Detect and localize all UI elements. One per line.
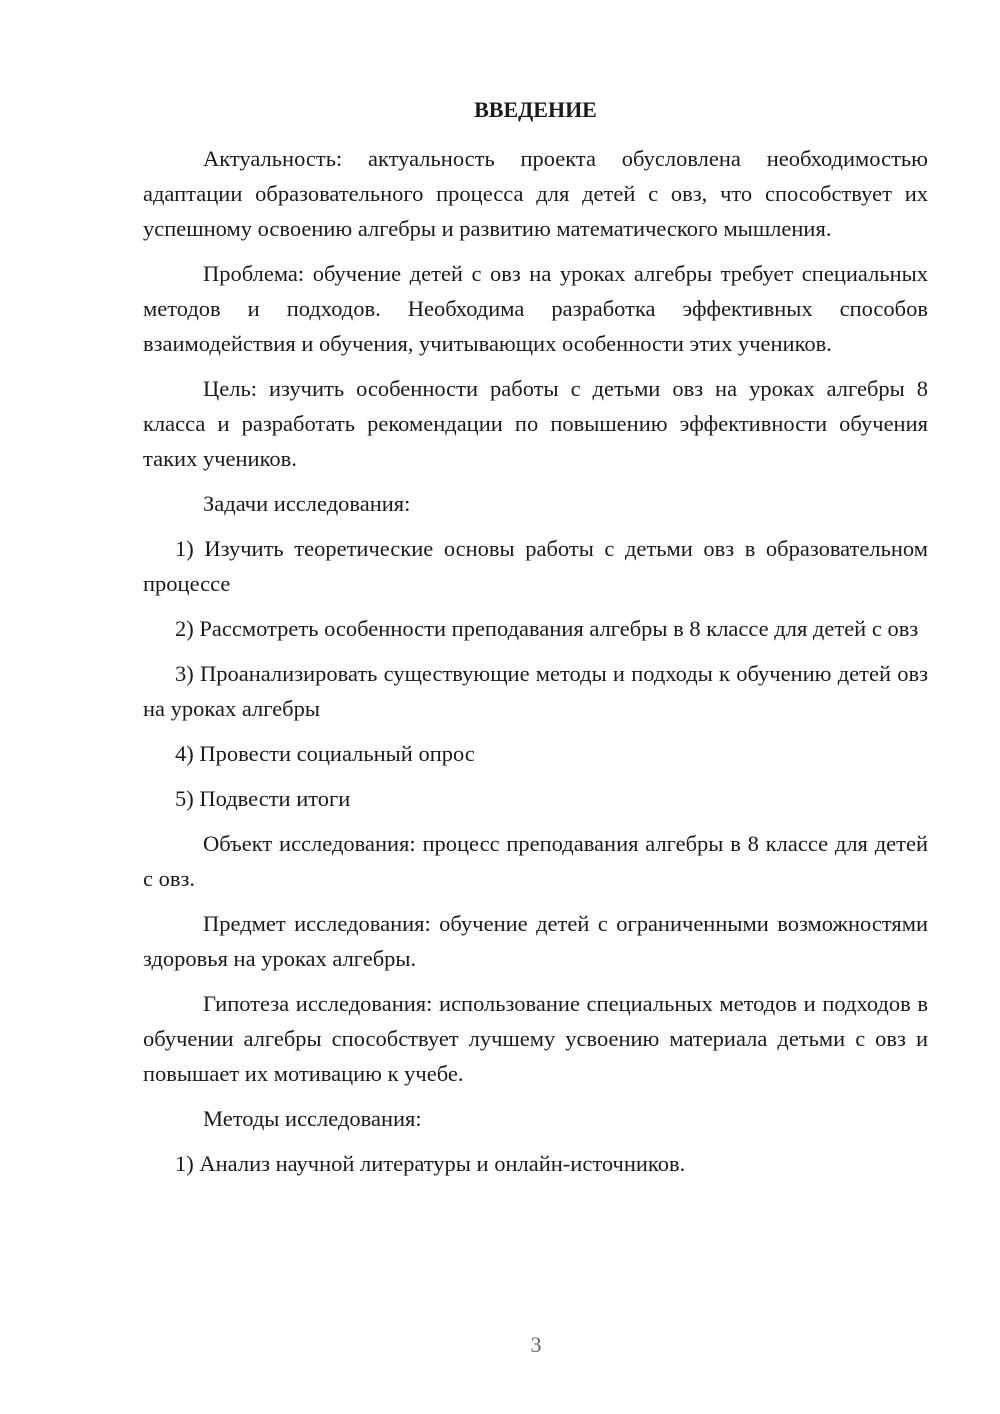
relevance-paragraph: Актуальность: актуальность проекта обусловлена необходимостью адаптации образовательного процесса для детей с овз, что способствует их успешному освоению алгебры и развитию математического мышления. xyxy=(143,146,928,241)
methods-heading: Методы исследования: xyxy=(203,1106,422,1131)
hypothesis-paragraph: Гипотеза исследования: использование специальных методов и подходов в обучении алгебры способствует лучшему усвоению материала детьми с овз и повышает их мотивацию к учебе. xyxy=(143,991,928,1086)
task-item-5: 5) Подвести итоги xyxy=(175,786,351,811)
document-page xyxy=(143,92,928,1191)
task-item-4: 4) Провести социальный опрос xyxy=(175,741,475,766)
tasks-heading: Задачи исследования: xyxy=(203,491,411,516)
object-paragraph: Объект исследования: процесс преподавания алгебры в 8 классе для детей с овз. xyxy=(143,831,928,891)
task-item-2: 2) Рассмотреть особенности преподавания алгебры в 8 классе для детей с овз xyxy=(175,616,919,641)
subject-paragraph: Предмет исследования: обучение детей с ограниченными возможностями здоровья на уроках алгебры. xyxy=(143,911,928,971)
section-title: ВВЕДЕНИЕ xyxy=(474,97,597,122)
task-item-1: 1) Изучить теоретические основы работы с детьми овз в образовательном процессе xyxy=(143,536,928,596)
goal-paragraph: Цель: изучить особенности работы с детьми овз на уроках алгебры 8 класса и разработать рекомендации по повышению эффективности обучения таких учеников. xyxy=(143,376,928,471)
task-item-3: 3) Проанализировать существующие методы и подходы к обучению детей овз на уроках алгебры xyxy=(143,661,928,721)
problem-paragraph: Проблема: обучение детей с овз на уроках алгебры требует специальных методов и подходов. Необходима разработка эффективных способов взаимодействия и обучения, учитывающих особенности этих учеников. xyxy=(143,261,928,356)
page-number: 3 xyxy=(530,1332,542,1357)
method-item-1: 1) Анализ научной литературы и онлайн-источников. xyxy=(175,1151,686,1176)
